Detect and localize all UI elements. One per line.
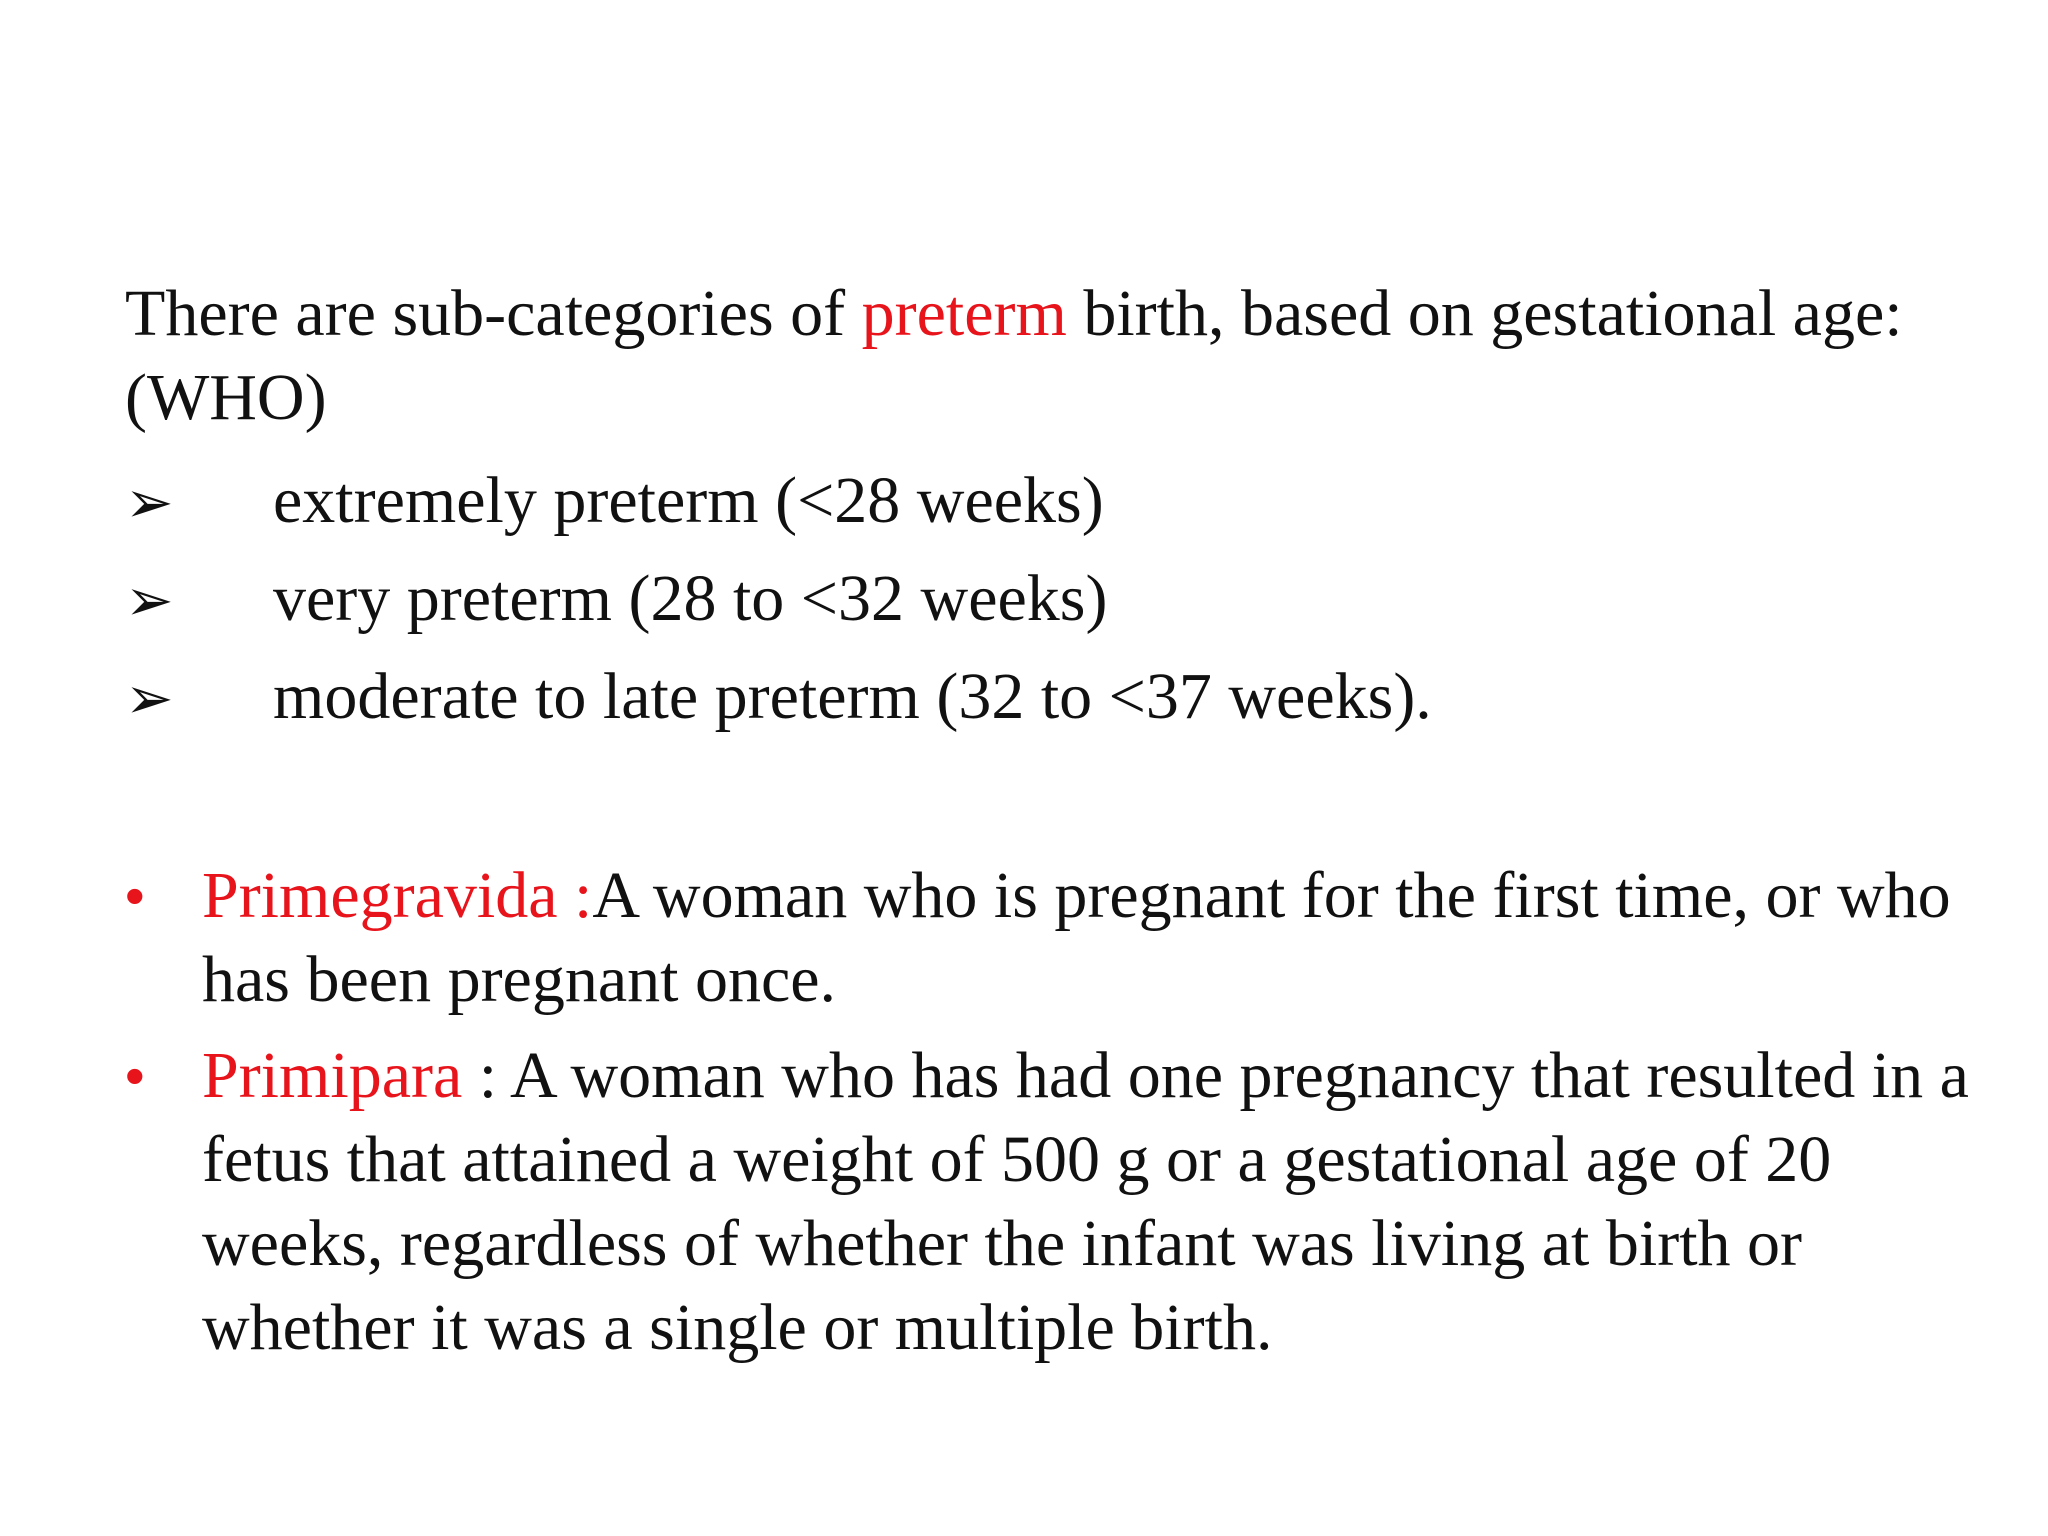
bullet-dot-icon: • xyxy=(125,1044,145,1107)
category-text: extremely preterm (<28 weeks) xyxy=(273,464,1104,537)
list-item xyxy=(125,854,1985,1022)
category-text: very preterm (28 to <32 weeks) xyxy=(273,562,1108,635)
intro-paragraph xyxy=(125,272,1985,440)
intro-highlight-term: preterm xyxy=(861,277,1067,350)
arrow-bullet-icon: ➢ xyxy=(125,566,174,634)
list-item xyxy=(125,1034,1985,1370)
arrow-bullet-icon: ➢ xyxy=(125,468,174,536)
list-item xyxy=(125,550,1432,648)
intro-prefix: There are sub-categories of xyxy=(125,277,862,350)
category-text: moderate to late preterm (32 to <37 weeks). xyxy=(273,660,1432,733)
definition-list xyxy=(125,854,1985,1382)
definition-text: : A woman who has had one pregnancy that resulted in a fetus that attained a weight of 500 g or a gestational age of 20 weeks, regardless of whether the infant was living at birth or whether it was a single or multiple birth. xyxy=(202,1039,1969,1364)
arrow-bullet-icon: ➢ xyxy=(125,664,174,732)
list-item xyxy=(125,648,1432,746)
definition-text: A woman who is pregnant for the first time, or who has been pregnant once. xyxy=(202,859,1951,1016)
definition-term: Primipara xyxy=(202,1039,463,1112)
preterm-category-list xyxy=(125,452,1432,746)
list-item xyxy=(125,452,1432,550)
definition-term: Primegravida : xyxy=(202,859,593,932)
bullet-dot-icon: • xyxy=(125,864,145,927)
intro-suffix: birth, based on gestational age: (WHO) xyxy=(125,277,1903,434)
